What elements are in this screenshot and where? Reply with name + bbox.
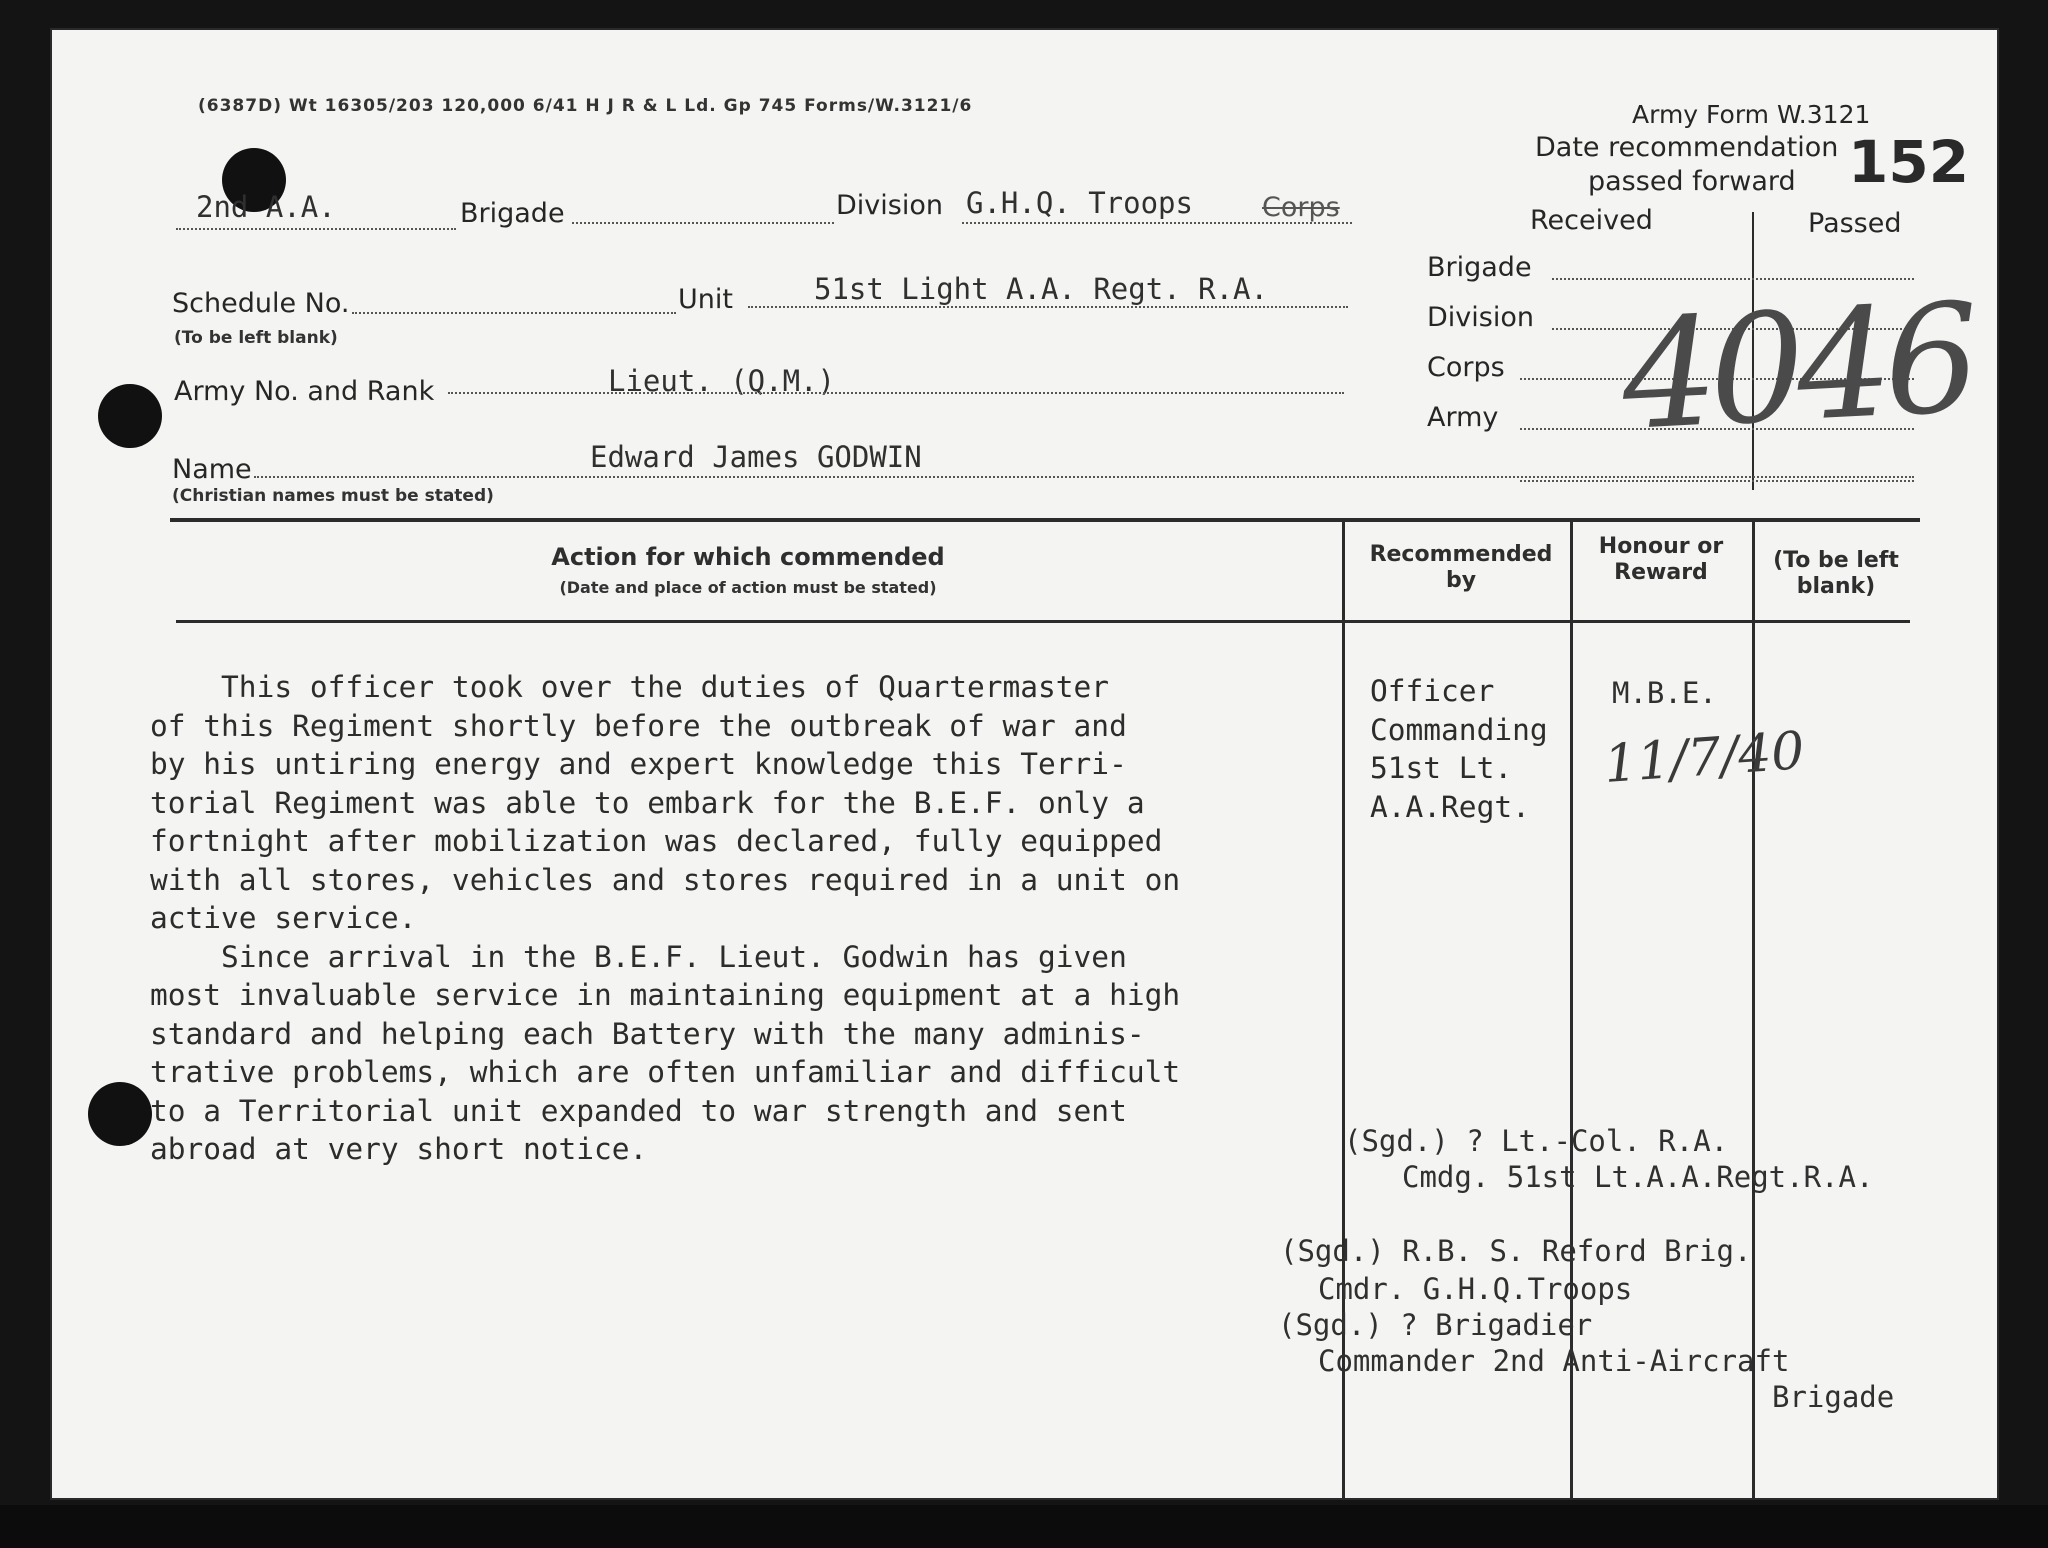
division-line (962, 222, 1352, 224)
sig1-line1: (Sgd.) ? Lt.-Col. R.A. (1344, 1124, 1729, 1158)
name-label: Name (172, 454, 252, 485)
citation-text: This officer took over the duties of Quartermaster of this Regiment shortly before the outbreak of war and by his untiring energy and expert knowledge this Terri- torial Regiment was able to embark for the B.E.F. only a fortnight after mobilization was declared, fully equipped with all stores, vehicles and stores required in a unit on active service. Since arrival in the B.E.F. Lieut. Godwin has given most invaluable service in maintaining equipment at a high standard and helping each Battery with the many adminis- trative problems, which are often unfamiliar and difficult to a Territorial unit expanded to war strength and sent abroad at very short notice. (150, 670, 1181, 1166)
received-label: Received (1530, 205, 1653, 236)
brigade-field-label: Brigade (460, 198, 565, 229)
route-army-label: Army (1427, 402, 1499, 433)
punch-hole-middle (98, 384, 162, 448)
name-note: (Christian names must be stated) (172, 486, 494, 506)
print-code: (6387D) Wt 16305/203 120,000 6/41 H J R & L Ld. Gp 745 Forms/W.3121/6 (198, 96, 973, 116)
division-lead-line (572, 222, 834, 224)
brigade-value: 2nd A.A. (196, 190, 336, 224)
name-line (254, 476, 1914, 478)
schedule-label: Schedule No. (172, 288, 350, 319)
army-no-line (448, 392, 1344, 394)
date-rec-label: Date recommendation (1535, 132, 1839, 163)
table-header-rule (176, 620, 1910, 623)
route-bottom-line (1520, 480, 1914, 482)
blank-header: (To be left blank) (1773, 548, 1899, 599)
schedule-line (352, 312, 676, 314)
route-division-label: Division (1427, 302, 1534, 333)
division-value: G.H.Q. Troops (966, 186, 1193, 220)
sig2-line1: (Sgd.) R.B. S. Reford Brig. (1280, 1234, 1752, 1268)
route-brigade-label: Brigade (1427, 252, 1532, 283)
schedule-note: (To be left blank) (174, 328, 338, 348)
document-number: 152 (1848, 128, 1970, 196)
corps-field-label: Corps (1262, 192, 1340, 223)
unit-line (748, 306, 1348, 308)
brigade-line (176, 228, 456, 230)
passed-label: Passed (1808, 208, 1902, 239)
sig3-line2: Commander 2nd Anti-Aircraft (1318, 1344, 1790, 1378)
form-name: Army Form W.3121 (1632, 100, 1871, 129)
punch-hole-bottom (88, 1082, 152, 1146)
sig3-line1: (Sgd.) ? Brigadier (1278, 1308, 1593, 1342)
recommended-by-text: Officer Commanding 51st Lt. A.A.Regt. (1370, 674, 1548, 824)
recommended-header: Recommended by (1369, 542, 1553, 593)
route-corps-label: Corps (1427, 352, 1505, 383)
action-subheader: (Date and place of action must be stated) (559, 578, 937, 597)
unit-label: Unit (678, 284, 733, 315)
table-top-rule (170, 518, 1920, 522)
division-field-label: Division (836, 190, 943, 221)
handwritten-number: 4046 (1617, 271, 1977, 465)
honour-award: M.B.E. (1612, 676, 1717, 710)
action-header: Action for which commended (551, 543, 945, 571)
honour-header: Honour or Reward (1598, 534, 1724, 585)
unit-value: 51st Light A.A. Regt. R.A. (814, 272, 1268, 306)
sig1-line2: Cmdg. 51st Lt.A.A.Regt.R.A. (1402, 1160, 1874, 1194)
sig3-line3: Brigade (1772, 1380, 1895, 1414)
sig2-line2: Cmdr. G.H.Q.Troops (1318, 1272, 1633, 1306)
army-no-label: Army No. and Rank (174, 376, 435, 407)
background-strip (0, 1505, 2048, 1548)
honour-date: 11/7/40 (1602, 721, 1807, 795)
name-value: Edward James GODWIN (590, 440, 922, 474)
passed-forward-label: passed forward (1588, 166, 1796, 197)
army-no-value: Lieut. (Q.M.) (608, 364, 835, 398)
